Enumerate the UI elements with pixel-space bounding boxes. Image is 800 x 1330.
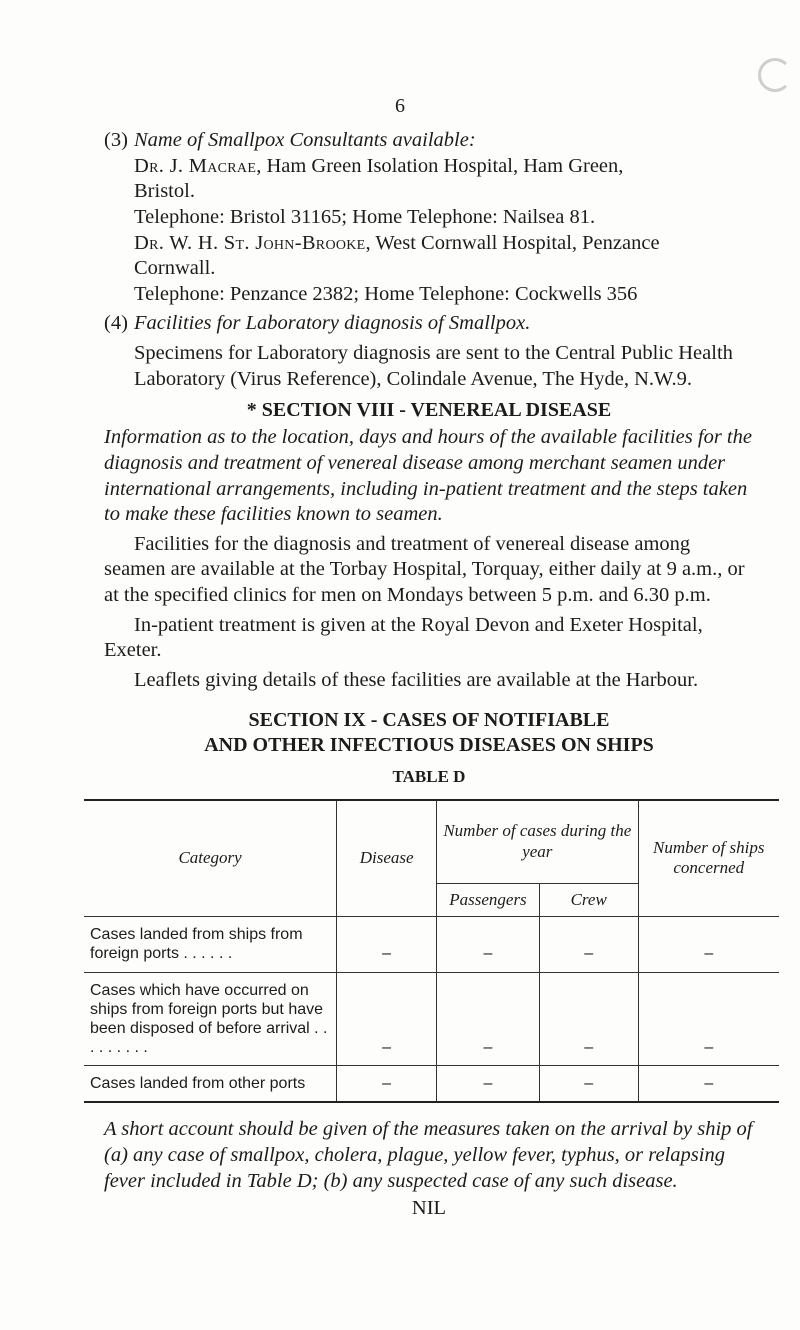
row-ships: – [638, 1066, 779, 1103]
row-category: Cases which have occurred on ships from foreign ports but have been disposed of before arrival . . . . . . . . . [84, 972, 337, 1066]
row-disease: – [337, 1066, 437, 1103]
venereal-info-text: Information as to the location, days and hours of the available facilities for the diagnosis and treatment of venereal disease among merchant seamen under international arrangements, including in-patient treatment and the steps taken to make these facilities known to seamen. [104, 426, 752, 526]
row-passengers: – [437, 917, 540, 972]
page-number: 6 [395, 95, 405, 117]
table-d [84, 799, 779, 1104]
row-disease: – [337, 917, 437, 972]
row-passengers: – [437, 972, 540, 1066]
consultant-telephone: Telephone: Penzance 2382; Home Telephone: Cockwells 356 [134, 282, 638, 305]
closing-instruction: A short account should be given of the measures taken on the arrival by ship of (a) any case of smallpox, cholera, plague, yellow fever, typhus, or relapsing fever included in Table D; (b) any suspected case of any such disease. [104, 1118, 753, 1192]
section-heading-venereal: * SECTION VIII - VENEREAL DISEASE [246, 399, 612, 422]
table-row [84, 972, 779, 1066]
row-crew: – [539, 972, 638, 1066]
header-number-of-cases: Number of cases during the year [437, 800, 638, 884]
header-disease: Disease [337, 800, 437, 917]
item-title: Name of Smallpox Consultants available: [134, 129, 476, 151]
header-crew: Crew [539, 883, 638, 916]
consultant-city: Bristol. [134, 180, 195, 203]
consultant-st-john-brooke [104, 231, 754, 308]
header-category: Category [178, 848, 242, 868]
table-row [84, 917, 779, 972]
venereal-para-1: Facilities for the diagnosis and treatment of venereal disease among seamen are available at the Torbay Hospital, Torquay, either daily at 9 a.m., or at the specified clinics for men on Mondays between 5 p.m. and 6.30 p.m. [104, 532, 745, 606]
heading-line: SECTION IX - CASES OF NOTIFIABLE [248, 708, 610, 731]
venereal-para-3: Leaflets giving details of these facilities are available at the Harbour. [134, 668, 699, 691]
consultant-name: Dr. J. Macrae [134, 154, 257, 177]
venereal-para-2: In-patient treatment is given at the Royal Devon and Exeter Hospital, Exeter. [104, 613, 703, 662]
section-heading-notifiable [104, 708, 754, 758]
row-ships: – [638, 917, 779, 972]
item-number: (3) [104, 129, 128, 151]
row-ships: – [638, 972, 779, 1066]
consultant-address: , West Cornwall Hospital, Penzance [365, 231, 660, 254]
heading-line: AND OTHER INFECTIOUS DISEASES ON SHIPS [204, 733, 654, 756]
item-smallpox-consultants [104, 128, 754, 307]
table-row [84, 1066, 779, 1103]
row-passengers: – [437, 1066, 540, 1103]
laboratory-text: Specimens for Laboratory diagnosis are sent to the Central Public Health Laboratory (Virus Reference), Colindale Avenue, The Hyde, N.W.9. [134, 342, 733, 390]
header-passengers: Passengers [437, 883, 540, 916]
table-title: TABLE D [392, 766, 466, 786]
row-category: Cases landed from other ports [84, 1066, 337, 1103]
row-disease: – [337, 972, 437, 1066]
row-crew: – [539, 1066, 638, 1103]
row-category: Cases landed from ships from foreign ports . . . . . . [84, 917, 337, 972]
row-crew: – [539, 917, 638, 972]
item-title: Facilities for Laboratory diagnosis of Smallpox. [134, 312, 531, 335]
consultant-city: Cornwall. [134, 257, 216, 280]
consultant-telephone: Telephone: Bristol 31165; Home Telephone: Nailsea 81. [134, 205, 596, 228]
consultant-macrae [104, 154, 754, 231]
consultant-name: Dr. W. H. St. John-Brooke [134, 231, 366, 254]
item-laboratory-facilities [104, 311, 754, 392]
item-number: (4) [104, 312, 128, 335]
header-ships: Number of ships concerned [638, 800, 779, 917]
nil-answer: NIL [411, 1197, 447, 1220]
document-body [90, 128, 765, 1222]
page-corner-mark [758, 58, 792, 92]
consultant-address: , Ham Green Isolation Hospital, Ham Green, [256, 154, 624, 177]
